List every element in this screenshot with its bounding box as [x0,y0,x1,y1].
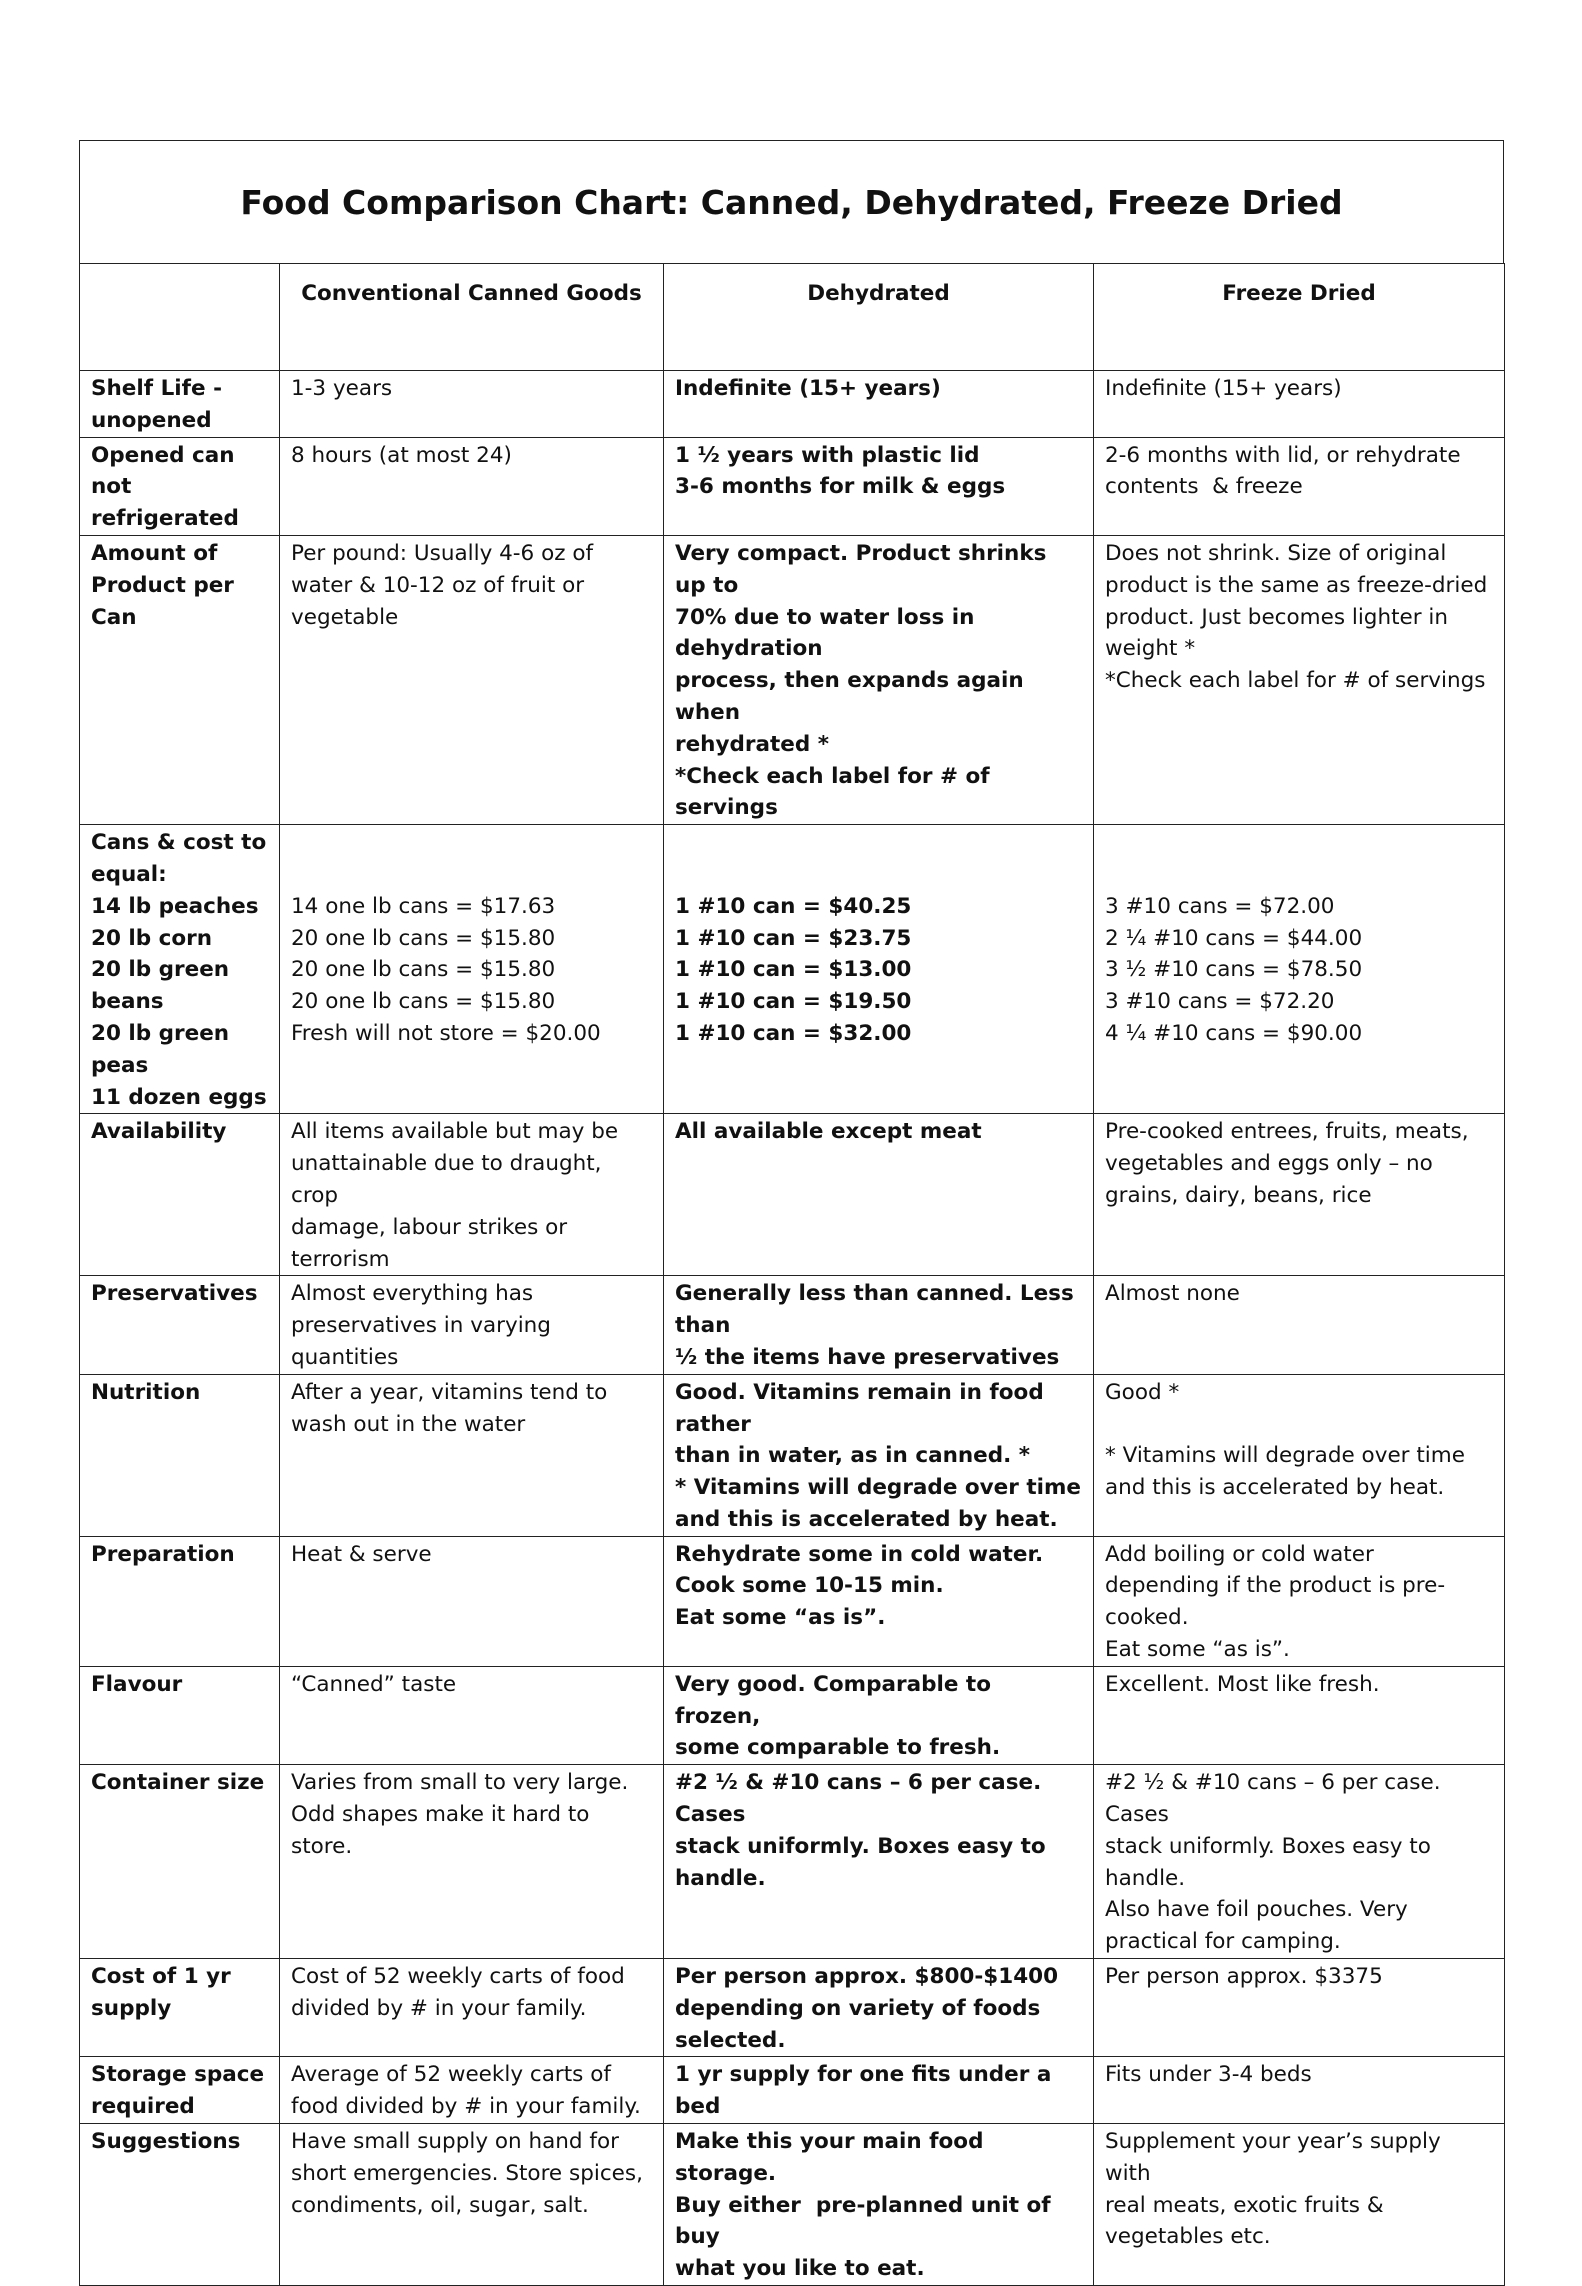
cell-line: 20 lb green [91,1020,230,1046]
cell-line: 1 #10 can = $19.50 [675,989,912,1015]
cell-line: Odd shapes make it hard to store. [291,1802,597,1859]
cell-line: Almost none [1105,1281,1240,1307]
cell-line: After a year, vitamins tend to [291,1379,608,1405]
cell-line [1105,827,1493,859]
freeze-dried-cell [1094,825,1505,1114]
header-corner-cell [80,264,280,371]
cell-line: Almost everything has [291,1281,534,1307]
column-header-canned: Conventional Canned Goods [280,264,664,371]
comparison-sheet [79,140,1504,2286]
cell-line: required [91,2094,195,2120]
row-label-cell [80,1276,280,1374]
cell-line: Cost of 52 weekly carts of food [291,1964,625,1990]
table-row [80,437,1505,535]
cell-line: All items available but may be [291,1119,619,1145]
cell-line: some comparable to fresh. [675,1735,1001,1761]
comparison-table [79,263,1505,2286]
canned-cell [280,1765,664,1959]
cell-line: Preservatives [91,1281,258,1307]
dehydrated-cell [664,2057,1094,2124]
table-row [80,1959,1505,2057]
table-row [80,535,1505,824]
table-row [80,1765,1505,1959]
cell-line: handle. [1105,1865,1186,1891]
table-row [80,2124,1505,2286]
cell-line: #2 ½ & #10 cans – 6 per case. Cases [1105,1770,1448,1828]
cell-line: Heat & serve [291,1541,432,1567]
cell-line: Per pound: Usually 4-6 oz of [291,540,594,566]
canned-cell [280,437,664,535]
cell-line: 20 one lb cans = $15.80 [291,957,556,983]
cell-line: Very good. Comparable to frozen, [675,1671,999,1729]
cell-line: All available except meat [675,1119,982,1145]
cell-line: Preparation [91,1541,235,1567]
freeze-dried-cell [1094,1959,1505,2057]
cell-line: 2-6 months with lid, or rehydrate [1105,442,1461,468]
table-body [80,371,1505,2286]
cell-line: product is the same as freeze-dried [1105,572,1488,598]
cell-line: 11 dozen eggs [91,1084,267,1110]
cell-line: 20 one lb cans = $15.80 [291,989,556,1015]
cell-line: water & 10-12 oz of fruit or [291,572,585,598]
cell-line: 20 lb green [91,957,230,983]
canned-cell [280,1276,664,1374]
canned-cell [280,825,664,1114]
cell-line: Excellent. Most like fresh. [1105,1671,1380,1697]
cell-line: vegetable [291,604,399,630]
page-title: Food Comparison Chart: Canned, Dehydrated, Freeze Dried [240,182,1343,222]
cell-line: 1 #10 can = $13.00 [675,957,912,983]
cell-line: Does not shrink. Size of original [1105,540,1447,566]
row-label-cell [80,825,280,1114]
cell-line: 14 lb peaches [91,893,259,919]
cell-line: unopened [91,407,212,433]
cell-line [291,859,652,891]
column-header-freeze-dried: Freeze Dried [1094,264,1505,371]
cell-line: Average of 52 weekly carts of [291,2062,611,2088]
cell-line: than in water, as in canned. * [675,1443,1031,1469]
cell-line: Varies from small to very large. [291,1770,629,1796]
cell-line: and this is accelerated by heat. [1105,1475,1445,1501]
cell-line: selected. [675,2027,786,2053]
cell-line: practical for camping. [1105,1929,1341,1955]
freeze-dried-cell [1094,1666,1505,1764]
cell-line: 1 yr supply for one fits under a bed [675,2062,1059,2120]
cell-line: 14 one lb cans = $17.63 [291,893,556,919]
freeze-dried-cell [1094,1374,1505,1536]
freeze-dried-cell [1094,2124,1505,2286]
cell-line: * Vitamins will degrade over time [1105,1443,1465,1469]
cell-line: Generally less than canned. Less than [675,1281,1082,1339]
cell-line: beans [91,989,164,1015]
dehydrated-cell [664,1536,1094,1666]
dehydrated-cell [664,371,1094,438]
table-row [80,2057,1505,2124]
cell-line: preservatives in varying [291,1313,551,1339]
freeze-dried-cell [1094,1114,1505,1276]
dehydrated-cell [664,825,1094,1114]
cell-line: 1 ½ years with plastic lid [675,442,980,468]
cell-line: ½ the items have preservatives [675,1344,1060,1370]
cell-line: 20 one lb cans = $15.80 [291,925,556,951]
canned-cell [280,535,664,824]
freeze-dried-cell [1094,371,1505,438]
row-label-cell [80,2124,280,2286]
row-label-cell [80,1666,280,1764]
cell-line: depending on variety of foods [675,1995,1041,2021]
cell-line: Pre-cooked entrees, fruits, meats, [1105,1119,1469,1145]
cell-line: Fits under 3-4 beds [1105,2062,1312,2088]
dehydrated-cell [664,1374,1094,1536]
cell-line: short emergencies. Store spices, [291,2160,643,2186]
table-row [80,1276,1505,1374]
cell-line: Opened can not [91,442,243,500]
cell-line [291,827,652,859]
cell-line: condiments, oil, sugar, salt. [291,2192,589,2218]
row-label-cell [80,371,280,438]
canned-cell [280,1666,664,1764]
canned-cell [280,2057,664,2124]
canned-cell [280,1536,664,1666]
dehydrated-cell [664,535,1094,824]
table-row [80,825,1505,1114]
cell-line: Suggestions [91,2129,241,2155]
cell-line: depending if the product is pre- [1105,1573,1446,1599]
cell-line: Make this your main food storage. [675,2129,991,2186]
row-label-cell [80,1374,280,1536]
cell-line: grains, dairy, beans, rice [1105,1182,1372,1208]
cell-line: Fresh will not store = $20.00 [291,1020,601,1046]
cell-line: Can [91,604,137,630]
cell-line: Add boiling or cold water [1105,1541,1374,1567]
cell-line: 3 ½ #10 cans = $78.50 [1105,957,1363,983]
cell-line: 70% due to water loss in dehydration [675,604,982,662]
cell-line: “Canned” taste [291,1671,457,1697]
cell-line: Rehydrate some in cold water. [675,1541,1044,1567]
cell-line [1105,1409,1493,1441]
cell-line: handle. [675,1865,766,1891]
freeze-dried-cell [1094,1276,1505,1374]
cell-line [675,827,1082,859]
cell-line: damage, labour strikes or [291,1214,568,1240]
cell-line: Have small supply on hand for [291,2129,619,2155]
cell-line: Supplement your year’s supply with [1105,2129,1448,2186]
freeze-dried-cell [1094,535,1505,824]
dehydrated-cell [664,1959,1094,2057]
cell-line: cooked. [1105,1605,1189,1631]
cell-line: Flavour [91,1671,183,1697]
cell-line: 3-6 months for milk & eggs [675,474,1006,500]
cell-line: Availability [91,1119,227,1145]
cell-line: peas [91,1052,149,1078]
cell-line: 1-3 years [291,376,393,401]
cell-line [1105,859,1493,891]
canned-cell [280,1114,664,1276]
cell-line: Nutrition [91,1379,201,1405]
cell-line: weight * [1105,636,1196,662]
dehydrated-cell [664,1114,1094,1276]
row-label-cell [80,1114,280,1276]
cell-line: wash out in the water [291,1411,526,1437]
cell-line: 1 #10 can = $32.00 [675,1020,912,1046]
title-box [79,140,1504,263]
dehydrated-cell [664,2124,1094,2286]
cell-line: 1 #10 can = $40.25 [675,893,912,919]
dehydrated-cell [664,1276,1094,1374]
cell-line: Amount of [91,540,218,566]
table-row [80,1666,1505,1764]
cell-line: 3 #10 cans = $72.00 [1105,893,1335,919]
cell-line: Very compact. Product shrinks up to [675,540,1054,598]
cell-line: supply [91,1995,172,2021]
cell-line: stack uniformly. Boxes easy to [675,1833,1046,1859]
cell-line: 1 #10 can = $23.75 [675,925,912,951]
cell-line: Also have foil pouches. Very [1105,1897,1408,1923]
cell-line: #2 ½ & #10 cans – 6 per case. Cases [675,1770,1049,1828]
dehydrated-cell [664,1765,1094,1959]
cell-line: Cost of 1 yr [91,1964,231,1990]
cell-line: *Check each label for # of servings [1105,668,1486,694]
cell-line: product. Just becomes lighter in [1105,604,1449,630]
cell-line: terrorism [291,1246,390,1272]
cell-line: Per person approx. $3375 [1105,1964,1383,1990]
cell-line [675,859,1082,891]
cell-line: Storage space [91,2062,265,2088]
cell-line: Good * [1105,1379,1180,1405]
table-row [80,1536,1505,1666]
table-row [80,1114,1505,1276]
cell-line: 20 lb corn [91,925,213,951]
cell-line: Container size [91,1770,265,1796]
cell-line: and this is accelerated by heat. [675,1506,1058,1532]
cell-line: refrigerated [91,506,239,532]
cell-line: Eat some “as is”. [675,1605,886,1631]
cell-line: contents & freeze [1105,474,1303,500]
table-row [80,371,1505,438]
cell-line: vegetables and eggs only – no [1105,1151,1433,1177]
row-label-cell [80,2057,280,2124]
cell-line: food divided by # in your family. [291,2094,641,2120]
cell-line: 3 #10 cans = $72.20 [1105,989,1335,1015]
canned-cell [280,2124,664,2286]
row-label-cell [80,437,280,535]
cell-line: divided by # in your family. [291,1995,587,2021]
dehydrated-cell [664,1666,1094,1764]
column-header-dehydrated: Dehydrated [664,264,1094,371]
cell-line: Per person approx. $800-$1400 [675,1964,1059,1990]
table-row [80,1374,1505,1536]
row-label-cell [80,1536,280,1666]
cell-line: unattainable due to draught, crop [291,1151,609,1208]
cell-line: Cook some 10-15 min. [675,1573,944,1599]
canned-cell [280,371,664,438]
cell-line: Product per [91,572,234,598]
cell-line: 2 ¼ #10 cans = $44.00 [1105,925,1363,951]
row-label-cell [80,535,280,824]
cell-line: what you like to eat. [675,2256,925,2282]
cell-line: Buy either pre-planned unit of buy [675,2192,1059,2250]
cell-line: stack uniformly. Boxes easy to [1105,1833,1431,1859]
freeze-dried-cell [1094,1536,1505,1666]
freeze-dried-cell [1094,2057,1505,2124]
cell-line: *Check each label for # of servings [675,763,998,821]
cell-line: Eat some “as is”. [1105,1637,1290,1663]
cell-line: 8 hours (at most 24) [291,442,512,468]
header-row [80,264,1505,371]
dehydrated-cell [664,437,1094,535]
cell-line: Shelf Life - [91,376,222,401]
cell-line: Cans & cost to [91,830,267,856]
cell-line: Indefinite (15+ years) [1105,376,1342,401]
cell-line: equal: [91,861,167,887]
canned-cell [280,1959,664,2057]
cell-line: rehydrated * [675,731,829,757]
cell-line: 4 ¼ #10 cans = $90.00 [1105,1020,1363,1046]
cell-line: Indefinite (15+ years) [675,376,941,401]
canned-cell [280,1374,664,1536]
freeze-dried-cell [1094,437,1505,535]
cell-line: quantities [291,1344,399,1370]
cell-line: Good. Vitamins remain in food rather [675,1379,1052,1437]
row-label-cell [80,1765,280,1959]
cell-line: vegetables etc. [1105,2224,1271,2250]
cell-line: real meats, exotic fruits & [1105,2192,1384,2218]
cell-line: * Vitamins will degrade over time [675,1475,1081,1501]
row-label-cell [80,1959,280,2057]
freeze-dried-cell [1094,1765,1505,1959]
cell-line: process, then expands again when [675,668,1032,725]
